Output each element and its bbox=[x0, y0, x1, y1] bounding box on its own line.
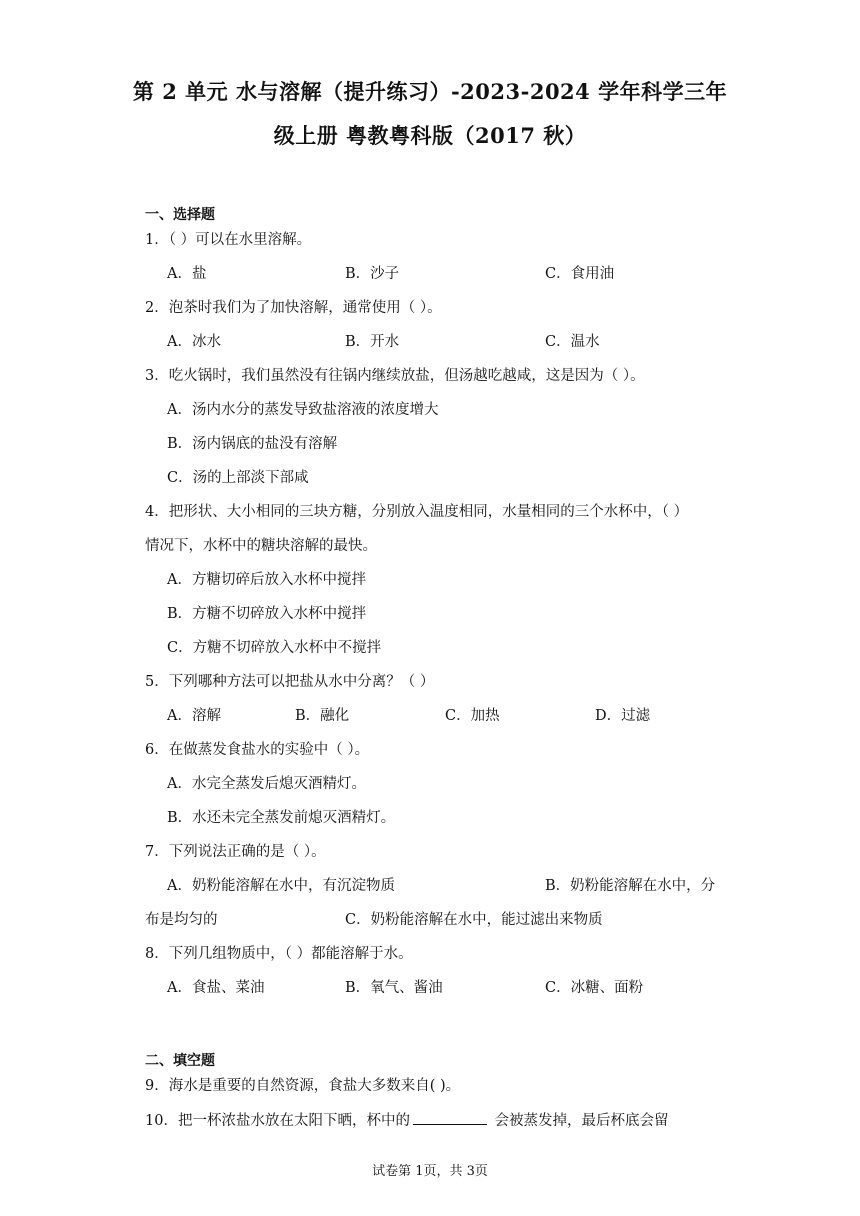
question-2-option-a: A．冰水 bbox=[167, 334, 221, 350]
question-8-option-b: B．氧气、酱油 bbox=[345, 980, 443, 996]
section-fill-heading: 二、填空题 bbox=[145, 1053, 215, 1069]
question-4-stem-line-1: 4．把形状、大小相同的三块方糖，分别放入温度相同，水量相同的三个水杯中，（ ） bbox=[145, 504, 689, 520]
page-footer: 试卷第 1页，共 3页 bbox=[372, 1164, 488, 1179]
question-2-stem: 2．泡茶时我们为了加快溶解，通常使用（ ）。 bbox=[145, 300, 442, 316]
question-7-stem: 7．下列说法正确的是（ ）。 bbox=[145, 844, 326, 860]
question-3-option-b: B．汤内锅底的盐没有溶解 bbox=[167, 436, 338, 452]
question-7-option-a: A．奶粉能溶解在水中，有沉淀物质 bbox=[167, 878, 395, 894]
question-2-option-c: C．温水 bbox=[545, 334, 600, 350]
question-1-option-a: A．盐 bbox=[167, 266, 207, 282]
question-4-option-c: C．方糖不切碎放入水杯中不搅拌 bbox=[167, 640, 382, 656]
question-4-stem-line-2: 情况下，水杯中的糖块溶解的最快。 bbox=[145, 538, 377, 554]
question-7-option-b-line-1: B．奶粉能溶解在水中，分 bbox=[545, 878, 716, 894]
question-5-option-b: B．融化 bbox=[295, 708, 350, 724]
page-title-line-2: 级上册 粤教粤科版（2017 秋） bbox=[273, 123, 587, 148]
question-4-option-a: A．方糖切碎后放入水杯中搅拌 bbox=[167, 572, 366, 588]
question-2-option-b: B．开水 bbox=[345, 334, 400, 350]
question-5-option-d: D．过滤 bbox=[595, 708, 651, 724]
question-4-option-b: B．方糖不切碎放入水杯中搅拌 bbox=[167, 606, 367, 622]
question-1-option-b: B．沙子 bbox=[345, 266, 400, 282]
question-7-option-c: C．奶粉能溶解在水中，能过滤出来物质 bbox=[345, 912, 603, 928]
question-9-stem: 9．海水是重要的自然资源，食盐大多数来自( )。 bbox=[145, 1078, 461, 1094]
question-6-stem: 6．在做蒸发食盐水的实验中（ ）。 bbox=[145, 742, 370, 758]
question-10-text-before: 10．把一杯浓盐水放在太阳下晒，杯中的 bbox=[145, 1113, 410, 1129]
question-6-option-a: A．水完全蒸发后熄灭酒精灯。 bbox=[167, 776, 366, 792]
question-10-blank bbox=[413, 1110, 487, 1125]
question-10-text-after: 会被蒸发掉，最后杯底会留 bbox=[489, 1113, 669, 1129]
question-5-option-a: A．溶解 bbox=[167, 708, 221, 724]
question-1-option-c: C．食用油 bbox=[545, 266, 615, 282]
question-7-option-b-line-2: 布是均匀的 bbox=[145, 912, 218, 928]
question-10-stem bbox=[145, 1110, 669, 1131]
question-8-stem: 8．下列几组物质中，（ ）都能溶解于水。 bbox=[145, 946, 413, 962]
question-3-option-a: A．汤内水分的蒸发导致盐溶液的浓度增大 bbox=[167, 402, 439, 418]
section-choice-heading: 一、选择题 bbox=[145, 207, 215, 223]
question-3-stem: 3．吃火锅时，我们虽然没有往锅内继续放盐，但汤越吃越咸，这是因为（ ）。 bbox=[145, 368, 645, 384]
question-5-stem: 5．下列哪种方法可以把盐从水中分离？（ ） bbox=[145, 674, 435, 690]
page-title-line-1: 第 2 单元 水与溶解（提升练习）-2023-2024 学年科学三年 bbox=[132, 79, 728, 104]
question-8-option-a: A．食盐、菜油 bbox=[167, 980, 265, 996]
question-3-option-c: C．汤的上部淡下部咸 bbox=[167, 470, 309, 486]
question-1-stem: 1．（ ）可以在水里溶解。 bbox=[145, 232, 312, 248]
question-8-option-c: C．冰糖、面粉 bbox=[545, 980, 644, 996]
question-5-option-c: C．加热 bbox=[445, 708, 500, 724]
question-6-option-b: B．水还未完全蒸发前熄灭酒精灯。 bbox=[167, 810, 396, 826]
